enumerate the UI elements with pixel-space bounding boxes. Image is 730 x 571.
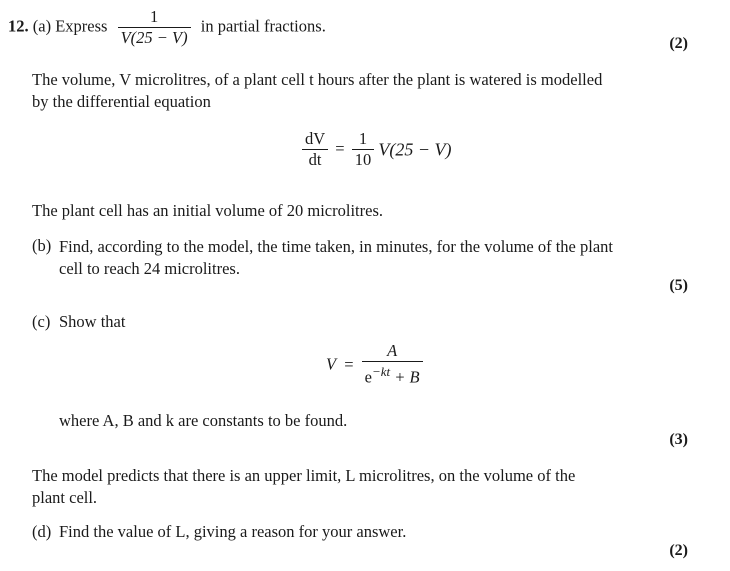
part-b-line-1: Find, according to the model, the time taken, in minutes, for the volume of the plant: [59, 237, 613, 256]
part-c-den-plus-b: + B: [394, 367, 420, 387]
model-limit-line-1: The model predicts that there is an upper limit, L microlitres, on the volume of the: [32, 466, 576, 485]
part-a-text-after: in partial fractions.: [200, 16, 326, 36]
intro-line-1: The volume, V microlitres, of a plant cell t hours after the plant is watered is modelled: [32, 70, 603, 89]
part-a-marks: (2): [669, 35, 688, 52]
part-d-label: (d): [32, 522, 52, 541]
part-a-fraction-denominator: V(25 − V): [118, 27, 191, 48]
dv-numerator: dV: [305, 129, 326, 148]
model-limit-text: [32, 465, 575, 509]
model-limit-line-2: plant cell.: [32, 488, 98, 507]
one-tenth-denominator: 10: [352, 149, 375, 170]
part-c-equation: [326, 342, 423, 387]
part-c-exp-base: e: [364, 367, 372, 387]
intro-line-2: by the differential equation: [32, 92, 211, 111]
de-rhs: V(25 − V): [378, 139, 452, 160]
differential-equation: [302, 130, 451, 170]
part-c-denominator: [362, 361, 423, 387]
part-c-eq-lhs: V: [326, 354, 337, 374]
part-d-marks: (2): [669, 542, 688, 559]
part-c-fraction: [362, 342, 423, 387]
part-a-label: (a): [32, 16, 52, 36]
part-a-line: [8, 8, 326, 48]
part-b-text: [59, 236, 613, 280]
part-b-line-2: cell to reach 24 microlitres.: [59, 259, 240, 278]
one-tenth-fraction: [352, 130, 375, 170]
dt-denominator: dt: [302, 149, 328, 170]
intro-text: [32, 69, 602, 113]
part-a-fraction-numerator: 1: [149, 7, 159, 26]
part-c-marks: (3): [669, 431, 688, 448]
one-tenth-numerator: 1: [358, 129, 368, 148]
dv-dt-fraction: [302, 130, 328, 170]
part-c-exponent: −kt: [371, 363, 391, 379]
part-c-eq-equals: =: [344, 354, 354, 374]
part-a-text-before: Express: [55, 16, 108, 36]
part-c-label: (c): [32, 312, 51, 331]
part-b-marks: (5): [669, 277, 688, 294]
part-d-text: Find the value of L, giving a reason for your answer.: [59, 522, 407, 541]
question-number: 12.: [8, 16, 29, 36]
part-c-numerator: A: [387, 341, 398, 360]
part-a-fraction: [118, 8, 191, 48]
part-b-label: (b): [32, 236, 52, 255]
part-c-text: Show that: [59, 312, 126, 331]
initial-condition: The plant cell has an initial volume of 20 microlitres.: [32, 201, 383, 220]
de-equals: =: [335, 138, 345, 158]
part-c-where: where A, B and k are constants to be found.: [59, 411, 348, 430]
